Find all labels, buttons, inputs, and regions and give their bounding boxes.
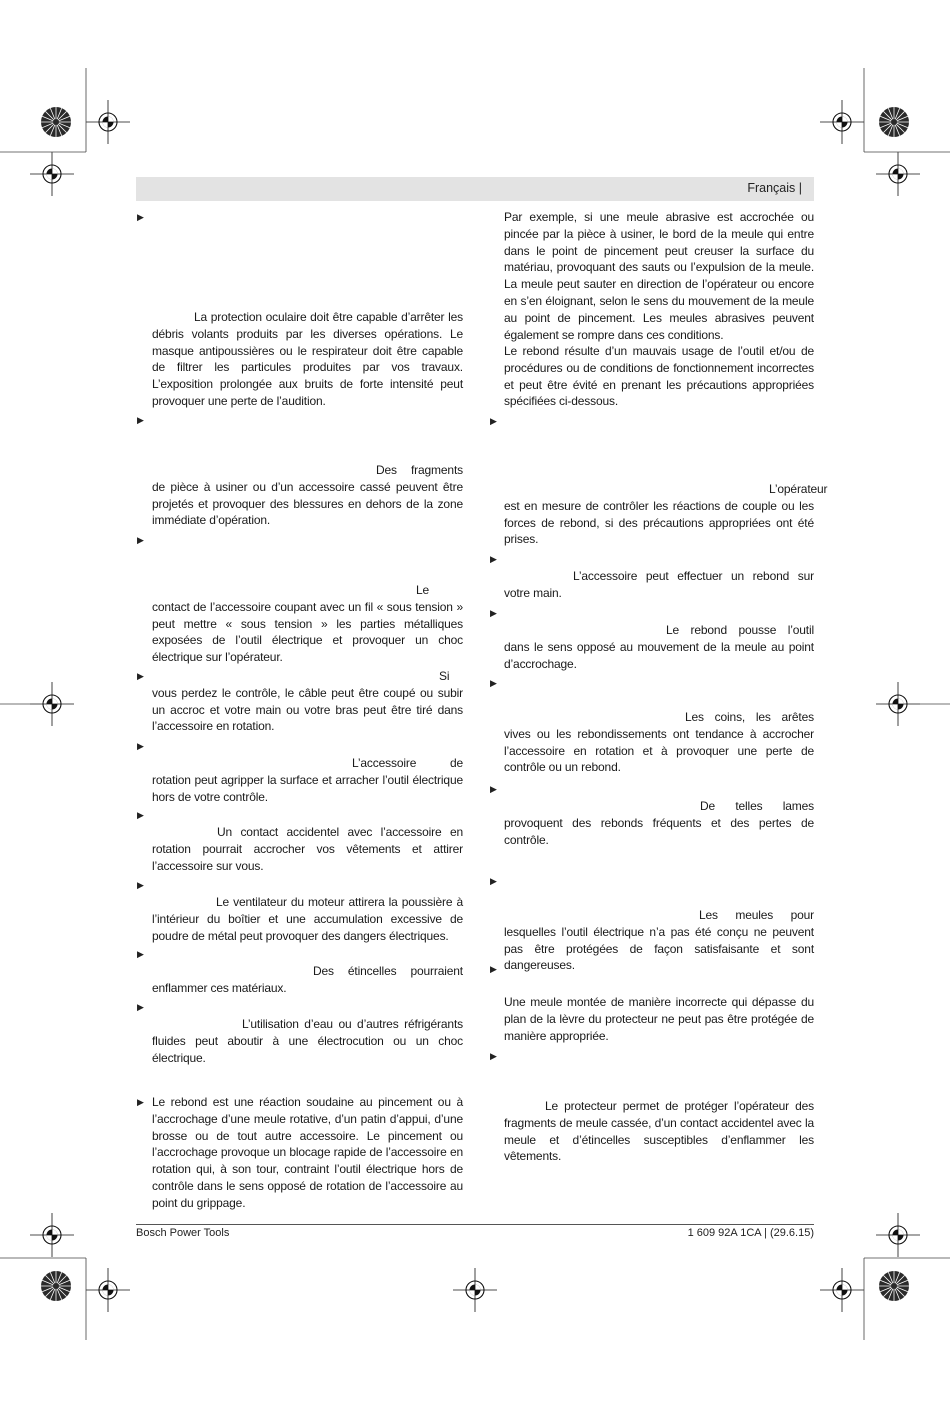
left-item-10-text: Le rebond est une réaction soudaine au pincement ou à l’accrochage d’une meule rotative, d’un patin d’appui, d’une brosse ou de tout autre accessoire. Le pincement ou l’accrochage provoque un blocage rapide de l’accessoire en rotation qui, à son tour, contraint l’outil électrique hors de contrôle dans le sens opposé de rotation de l’accessoire au point du grippage. <box>152 1095 463 1210</box>
crosshair-mark-icon <box>86 1268 130 1312</box>
left-item-7-text: Le ventilateur du moteur attirera la poussière à l’intérieur du boîtier et une accumulation excessive de poudre de métal peut provoquer des dangers électriques. <box>152 895 463 943</box>
bullet-arrow-icon: ▶ <box>137 880 144 890</box>
left-item-6-text: Un contact accidentel avec l’accessoire en rotation pourrait accrocher vos vêtements et attirer l’accessoire sur vous. <box>152 825 463 873</box>
right-item-7-text: Une meule montée de manière incorrecte qui dépasse du plan de la lèvre du protecteur ne peut pas être protégée de manière appropriée. <box>504 995 814 1043</box>
bullet-arrow-icon: ▶ <box>137 415 144 425</box>
right-item-8-text: Le protecteur permet de protéger l’opérateur des fragments de meule cassée, d’un contact accidentel avec la meule et d’étincelles susceptibles d’enflammer les vêtements. <box>504 1099 814 1164</box>
right-item-2-text: L’accessoire peut effectuer un rebond sur votre main. <box>504 569 814 600</box>
bullet-arrow-icon: ▶ <box>137 949 144 959</box>
starburst-mark-icon <box>41 1271 71 1301</box>
crosshair-mark-icon <box>453 1268 497 1312</box>
left-item-1-text: La protection oculaire doit être capable d’arrêter les débris volants produits par les diverses opérations. Le masque antipoussières ou le respirateur doit être capable de filtrer les particules produites par vos travaux. L’exposition prolongée aux bruits de forte intensité peut provoquer une perte de l’audition. <box>152 310 463 408</box>
bullet-arrow-icon: ▶ <box>490 554 497 564</box>
bullet-arrow-icon: ▶ <box>490 784 497 794</box>
left-item-9-text: L’utilisation d’eau ou d’autres réfrigérants fluides peut aboutir à une électrocution ou un choc électrique. <box>152 1017 463 1065</box>
crosshair-mark-icon <box>30 682 74 726</box>
starburst-mark-icon <box>41 107 71 137</box>
bullet-arrow-icon: ▶ <box>137 1097 144 1107</box>
footer-publisher: Bosch Power Tools <box>136 1227 230 1239</box>
page-header-language: Français | <box>747 181 802 195</box>
left-item-8-text: Des étincelles pourraient enflammer ces matériaux. <box>152 964 463 995</box>
right-paragraph-2: Le rebond résulte d’un mauvais usage de l’outil et/ou de procédures ou de conditions de fonctionnement incorrectes et peut être évité en prenant les précautions appropriées spécifiées ci-dessous. <box>504 344 814 409</box>
left-item-3-text: Le contact de l’accessoire coupant avec un fil « sous tension » peut mettre « sous tension » les parties métalliques exposées de l’outil électrique et provoquer un choc électrique sur l’opérateur. <box>152 583 463 665</box>
bullet-arrow-icon: ▶ <box>490 1051 497 1061</box>
right-item-1-text: L’opérateur est en mesure de contrôler les réactions de couple ou les forces de rebond, si des précautions appropriées ont été prises. <box>504 482 828 547</box>
bullet-arrow-icon: ▶ <box>490 416 497 426</box>
starburst-mark-icon <box>879 107 909 137</box>
crosshair-mark-icon <box>820 1268 864 1312</box>
crosshair-mark-icon <box>86 100 130 144</box>
bullet-arrow-icon: ▶ <box>137 535 144 545</box>
bullet-arrow-icon: ▶ <box>137 810 144 820</box>
bullet-arrow-icon: ▶ <box>137 741 144 751</box>
right-paragraph-1: Par exemple, si une meule abrasive est accrochée ou pincée par la pièce à usiner, le bord de la meule qui entre dans le point de pincement peut creuser la surface du matériau, provoquant des sauts ou l’expulsion de la meule. La meule peut sauter en direction de l’opérateur ou encore en s’en éloignant, selon le sens du mouvement de la meule au point de pincement. Les meules abrasives peuvent également se rompre dans ces conditions. <box>504 210 814 342</box>
crosshair-mark-icon <box>876 152 920 196</box>
left-item-2-text: Des fragments de pièce à usiner ou d’un accessoire cassé peuvent être projetés et provoquer des blessures en dehors de la zone immédiate d’opération. <box>152 463 463 528</box>
bullet-arrow-icon: ▶ <box>490 678 497 688</box>
crosshair-mark-icon <box>820 100 864 144</box>
left-item-4-text: Si vous perdez le contrôle, le câble peut être coupé ou subir un accroc et votre main ou votre bras peut être tiré dans l’accessoire en rotation. <box>152 669 463 734</box>
right-item-3-text: Le rebond pousse l’outil dans le sens opposé au mouvement de la meule au point d’accrochage. <box>504 623 814 671</box>
starburst-mark-icon <box>879 1271 909 1301</box>
bullet-arrow-icon: ▶ <box>490 608 497 618</box>
bullet-arrow-icon: ▶ <box>137 671 144 681</box>
crosshair-mark-icon <box>876 682 920 726</box>
bullet-arrow-icon: ▶ <box>137 212 144 222</box>
crosshair-mark-icon <box>30 152 74 196</box>
bullet-arrow-icon: ▶ <box>490 964 497 974</box>
bullet-arrow-icon: ▶ <box>137 1002 144 1012</box>
right-item-5-text: De telles lames provoquent des rebonds fréquents et des pertes de contrôle. <box>504 799 814 847</box>
crosshair-mark-icon <box>876 1213 920 1257</box>
left-item-5-text: L’accessoire de rotation peut agripper la surface et arracher l’outil électrique hors de votre contrôle. <box>152 756 463 804</box>
bullet-arrow-icon: ▶ <box>490 876 497 886</box>
footer-document-code: 1 609 92A 1CA | (29.6.15) <box>687 1227 814 1239</box>
crosshair-mark-icon <box>30 1213 74 1257</box>
right-item-6-text: Les meules pour lesquelles l’outil électrique n’a pas été conçu ne peuvent pas être protégées de façon satisfaisante et sont dangereuses. <box>504 908 814 973</box>
right-item-4-text: Les coins, les arêtes vives ou les rebondissements ont tendance à accrocher l’accessoire en rotation et à provoquer une perte de contrôle ou un rebond. <box>504 710 814 775</box>
